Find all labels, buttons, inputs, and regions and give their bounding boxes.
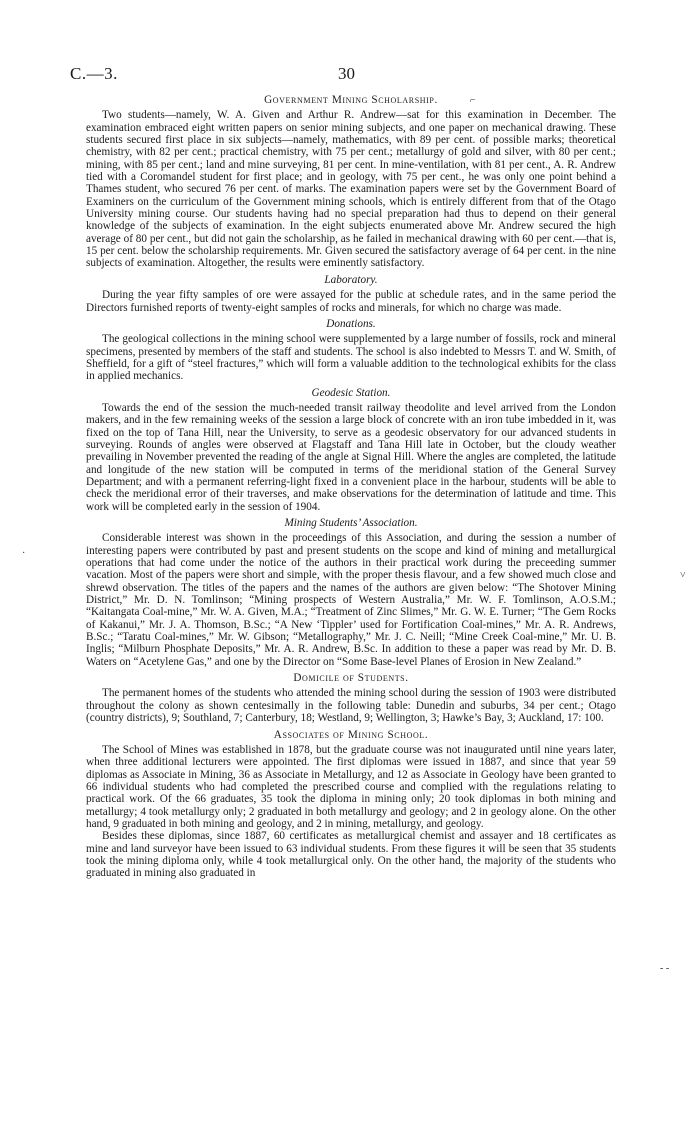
paragraph-associates-1: The School of Mines was established in 1878, but the graduate course was not inaugurated until nine years later, when three additional lecturers were appointed. The first diplomas were issued in 1887, and since that year 59 diplomas as Associate in Mining, 36 as Associate in Metallurgy, and 12 as Associate in Geology have been granted to 66 individual students who had completed the prescribed course and complied with the regulations relating to practical work. Of the 66 graduates, 35 took the diploma in mining only; 20 took diplomas in both mining and metallurgy; 4 took metallurgy only; 2 graduated in both metallurgy and geology; and 2 in geology alone. On the other hand, 9 graduated in both mining and geology, and 2 in mining, metallurgy, and geology. <box>86 743 616 830</box>
paragraph-laboratory: During the year fifty samples of ore were assayed for the public at schedule rates, and in the same period the Directors furnished reports of twenty-eight samples of rocks and minerals, for which no charge was made. <box>86 289 616 314</box>
section-heading-domicile: Domicile of Students. <box>293 672 409 685</box>
scan-mark: ˅ <box>680 570 686 581</box>
paragraph-donations: The geological collections in the mining school were supplemented by a large number of fossils, rock and mineral specimens, presented by members of the staff and students. The school is also indebted to Messrs T. and W. Smith, of Sheffield, for a gift of “steel fractures,” which will form a valuable addition to the technological exhibits for the class in applied mechanics. <box>86 333 616 383</box>
section-heading-students-association: Mining Students’ Association. <box>284 517 418 529</box>
section-heading-donations: Donations. <box>326 317 376 330</box>
paragraph-scholarship: Two students—namely, W. A. Given and Arthur R. Andrew—sat for this examination in December. The examination embraced eight written papers on senior mining subjects, and one paper on mechanical drawing. These students secured first place in six subjects—namely, mathematics, with 89 per cent. of possible marks; theoretical chemistry, with 82 per cent.; practical chemistry, with 75 per cent.; metallurgy of gold and silver, with 80 per cent.; mining, with 85 per cent.; land and mine surveying, 81 per cent. In mine-ventilation, with 81 per cent., A. R. Andrew tied with a Coromandel student for first place; and in geology, with 75 per cent., he was only one point behind a Thames student, who secured 76 per cent. of marks. The examination papers were set by the Government Board of Examiners on the curriculum of the Government mining schools, which is entirely different from that of the Otago University mining course. Our students having had no special preparation had thus to depend on their general knowledge of the subjects of examination. In the eight subjects enumerated above Mr. Andrew secured the high average of 80 per cent., but did not gain the scholarship, as he failed in mechanical drawing with 60 per cent.—that is, 15 per cent. below the scholarship requirements. Mr. Given secured the satisfactory average of 64 per cent. in the nine subjects of examination. Altogether, the results were eminently satisfactory. <box>86 109 616 270</box>
paragraph-domicile: The permanent homes of the students who attended the mining school during the session of 1903 were distributed throughout the colony as shown centesimally in the following table: Dunedin and suburbs, 34 per cent.; Otago (country districts), 9; Southland, 7; Canterbury, 18; Westland, 9; Wellington, 3; Hawke’s Bay, 3; Auckland, 17: 100. <box>86 687 616 725</box>
section-heading-laboratory: Laboratory. <box>324 273 378 286</box>
paragraph-associates-2: Besides these diplomas, since 1887, 60 certificates as metallurgical chemist and assayer and 18 certificates as mine and land surveyor have been issued to 63 individual students. From these figures it will be seen that 35 students took the mining diploma only, while 4 took metallurgical only. On the other hand, the majority of the students who graduated in mining also graduated in <box>86 830 616 880</box>
section-heading-scholarship: Government Mining Scholarship. <box>264 94 438 106</box>
document-body <box>86 94 616 880</box>
document-reference: C.—3. <box>70 64 118 83</box>
section-heading-associates: Associates of Mining School. <box>273 728 429 741</box>
paragraph-students-association: Considerable interest was shown in the proceedings of this Association, and during the session a number of interesting papers were contributed by past and present students on the scope and kind of mining and metallurgical operations that had come under the notice of the authors in their practical work during the preceeding summer vacation. Most of the papers were short and simple, with the proper thesis flavour, and a few showed much close and shrewd observation. The titles of the papers and the names of the authors are given below: “The Shotover Mining District,” Mr. D. N. Tomlinson; “Mining prospects of Western Australia,” Mr. W. F. Tomlinson, A.O.S.M.; “Kaitangata Coal-mine,” Mr. W. A. Given, M.A.; “Treatment of Zinc Slimes,” Mr. G. W. E. Turner; “The Gem Rocks of Kakanui,” Mr. J. A. Thomson, B.Sc.; “A New ‘Tippler’ used for Fortification Coal-mines,” Mr. A. R. Andrews, B.Sc.; “Taratu Coal-mines,” Mr. W. Gibson; “Metallography,” Mr. J. C. Neill; “Mine Creek Coal-mine,” Mr. U. B. Inglis; “Milburn Phosphate Deposits,” Mr. A. R. Andrew, B.Sc. In addition to these a paper was read by Mr. D. B. Waters on “Acetylene Gas,” and one by the Director on “Some Base-level Planes of Erosion in New Zealand.” <box>86 532 616 668</box>
section-heading-geodesic-station: Geodesic Station. <box>311 386 391 399</box>
scan-mark: · <box>22 548 26 559</box>
scan-mark: ⌐ <box>470 95 476 106</box>
page-header <box>70 64 616 90</box>
document-page <box>70 64 616 880</box>
paragraph-geodesic-station: Towards the end of the session the much-needed transit railway theodolite and level arrived from the London makers, and in the few remaining weeks of the session a large block of concrete with an iron tube imbedded in it, was fixed on the top of Tana Hill, near the University, to serve as a geodesic observatory for our advanced students in surveying. Rounds of angles were observed at Flagstaff and Tana Hill late in October, but the cloudy weather prevailing in November prevented the reading of the angle at Signal Hill. Where the angles are completed, the latitude and longitude of the new station will be computed in terms of the meridional station of the General Survey Department; and with a permanent referring-light fixed in a convenient place in the harbour, students will be able to check the meridional error of their traverses, and make observations for the determination of latitude and time. This work will be completed early in the session of 1904. <box>86 401 616 513</box>
page-number: 30 <box>338 64 355 83</box>
scan-mark: - - <box>660 963 670 974</box>
